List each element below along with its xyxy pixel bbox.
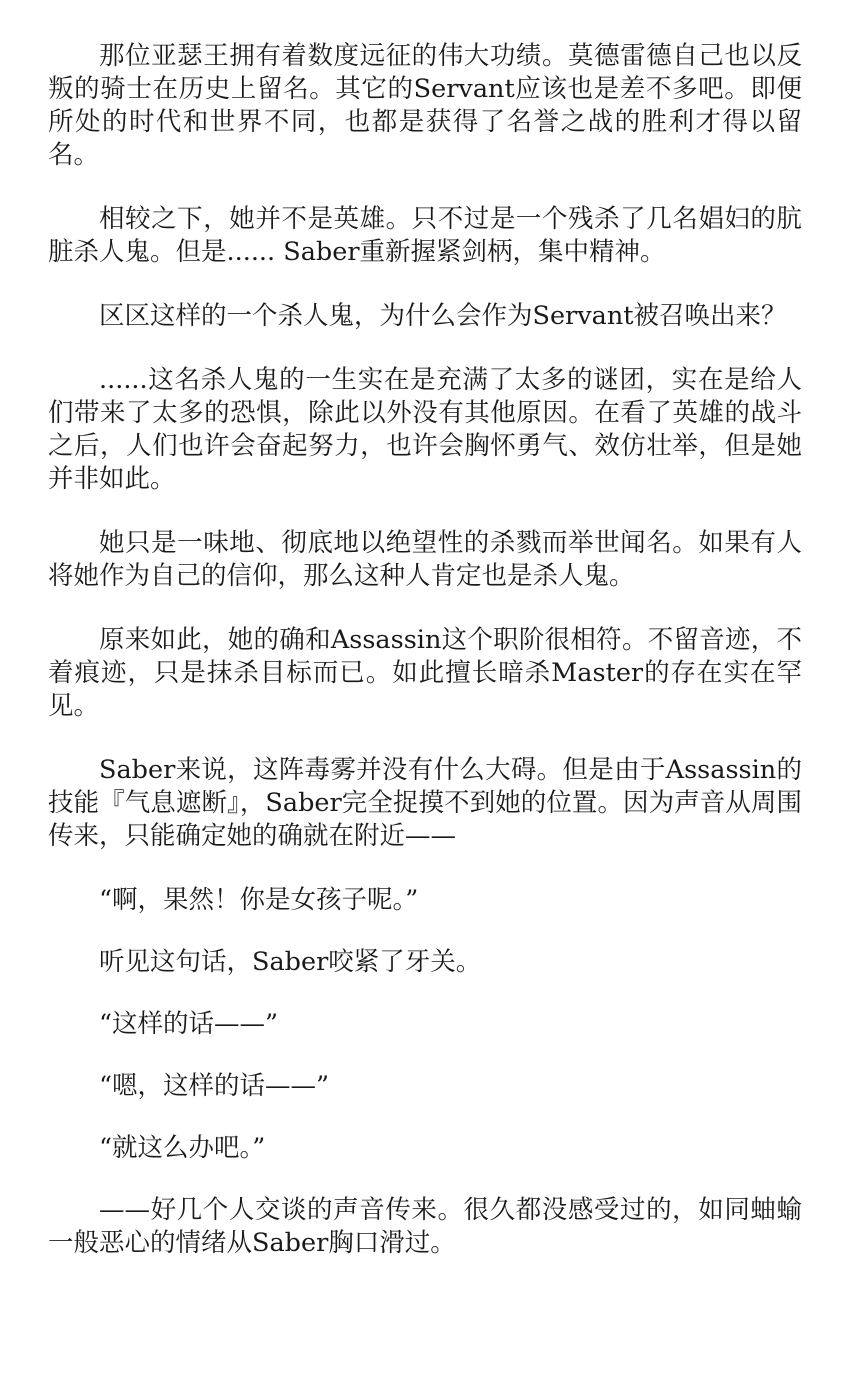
dialogue-line: “就这么办吧。” bbox=[99, 1133, 266, 1163]
paragraph: ——好几个人交谈的声音传来。很久都没感受过的，如同蚰蝓一般恶心的情绪从Saber胸口滑过。 bbox=[48, 1195, 802, 1258]
paragraph: 听见这句话，Saber咬紧了牙关。 bbox=[99, 947, 482, 977]
paragraph: 相较之下，她并不是英雄。只不过是一个残杀了几名娼妇的肮脏杀人鬼。但是...... Saber重新握紧剑柄，集中精神。 bbox=[48, 204, 802, 267]
paragraph: 那位亚瑟王拥有着数度远征的伟大功绩。莫德雷德自己也以反叛的骑士在历史上留名。其它的Servant应该也是差不多吧。即便所处的时代和世界不同，也都是获得了名誉之战的胜利才得以留名。 bbox=[48, 41, 802, 170]
paragraph: 她只是一味地、彻底地以绝望性的杀戮而举世闻名。如果有人将她作为自己的信仰，那么这种人肯定也是杀人鬼。 bbox=[48, 528, 802, 591]
paragraph: 区区这样的一个杀人鬼，为什么会作为Servant被召唤出来？ bbox=[99, 301, 787, 331]
paragraph: ......这名杀人鬼的一生实在是充满了太多的谜团，实在是给人们带来了太多的恐惧，除此以外没有其他原因。在看了英雄的战斗之后，人们也许会奋起努力，也许会胸怀勇气、效仿壮举，但是她并非如此。 bbox=[48, 365, 802, 494]
document-page bbox=[48, 40, 802, 1291]
dialogue-line: “啊，果然！你是女孩子呢。” bbox=[99, 885, 419, 915]
paragraph: 原来如此，她的确和Assassin这个职阶很相符。不留音迹，不着痕迹，只是抹杀目标而已。如此擅长暗杀Master的存在实在罕见。 bbox=[48, 625, 802, 721]
dialogue-line: “嗯，这样的话——” bbox=[99, 1071, 330, 1101]
dialogue-line: “这样的话——” bbox=[99, 1009, 279, 1039]
paragraph: Saber来说，这阵毒雾并没有什么大碍。但是由于Assassin的技能『气息遮断』，Saber完全捉摸不到她的位置。因为声音从周围传来，只能确定她的确就在附近—— bbox=[48, 755, 802, 851]
